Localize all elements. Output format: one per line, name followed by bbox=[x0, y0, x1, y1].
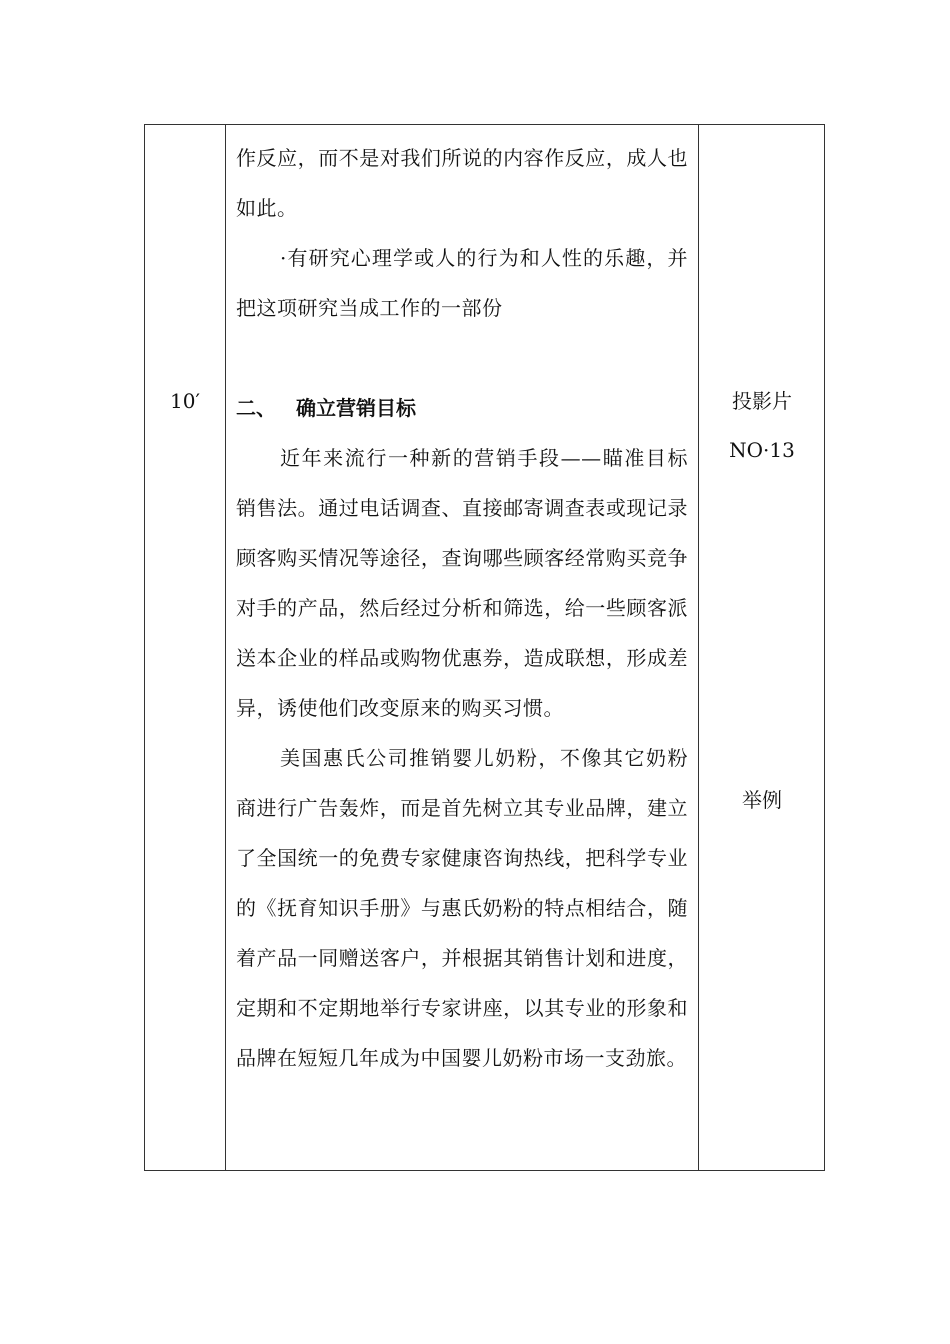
paragraph-targeted-sales: 近年来流行一种新的营销手段——瞄准目标销售法。通过电话调查、直接邮寄调查表或现记录顾客购买情况等途径，查询哪些顾客经常购买竞争对手的产品，然后经过分析和筛选，给一些顾客派送本企业的样品或购物优惠券，造成联想，形成差异，诱使他们改变原来的购买习惯。 bbox=[236, 446, 688, 720]
note-slide-label: 投影片 bbox=[732, 389, 792, 413]
section-number: 二、 bbox=[236, 396, 276, 420]
paragraph-bullet: ·有研究心理学或人的行为和人性的乐趣，并把这项研究当成工作的一部份 bbox=[236, 246, 688, 320]
time-value: 10′ bbox=[170, 389, 200, 413]
note-example-label: 举例 bbox=[742, 788, 782, 812]
lesson-plan-table bbox=[144, 124, 825, 1171]
content-cell bbox=[226, 125, 698, 1170]
paragraph-example: 美国惠氏公司推销婴儿奶粉，不像其它奶粉商进行广告轰炸，而是首先树立其专业品牌，建立了全国统一的免费专家健康咨询热线，把科学专业的《抚育知识手册》与惠氏奶粉的特点相结合，随着产品一同赠送客户，并根据其销售计划和进度，定期和不定期地举行专家讲座，以其专业的形象和品牌在短短几年成为中国婴儿奶粉市场一支劲旅。 bbox=[236, 746, 688, 1070]
note-slide-number: NO·13 bbox=[729, 438, 795, 462]
section-title: 确立营销目标 bbox=[296, 396, 416, 420]
time-cell bbox=[145, 125, 225, 1170]
blank-line bbox=[236, 333, 688, 383]
paragraph-continued: 作反应，而不是对我们所说的内容作反应，成人也如此。 bbox=[236, 146, 688, 220]
section-heading bbox=[236, 383, 688, 433]
notes-cell bbox=[699, 125, 825, 1170]
content-body bbox=[236, 133, 688, 1083]
